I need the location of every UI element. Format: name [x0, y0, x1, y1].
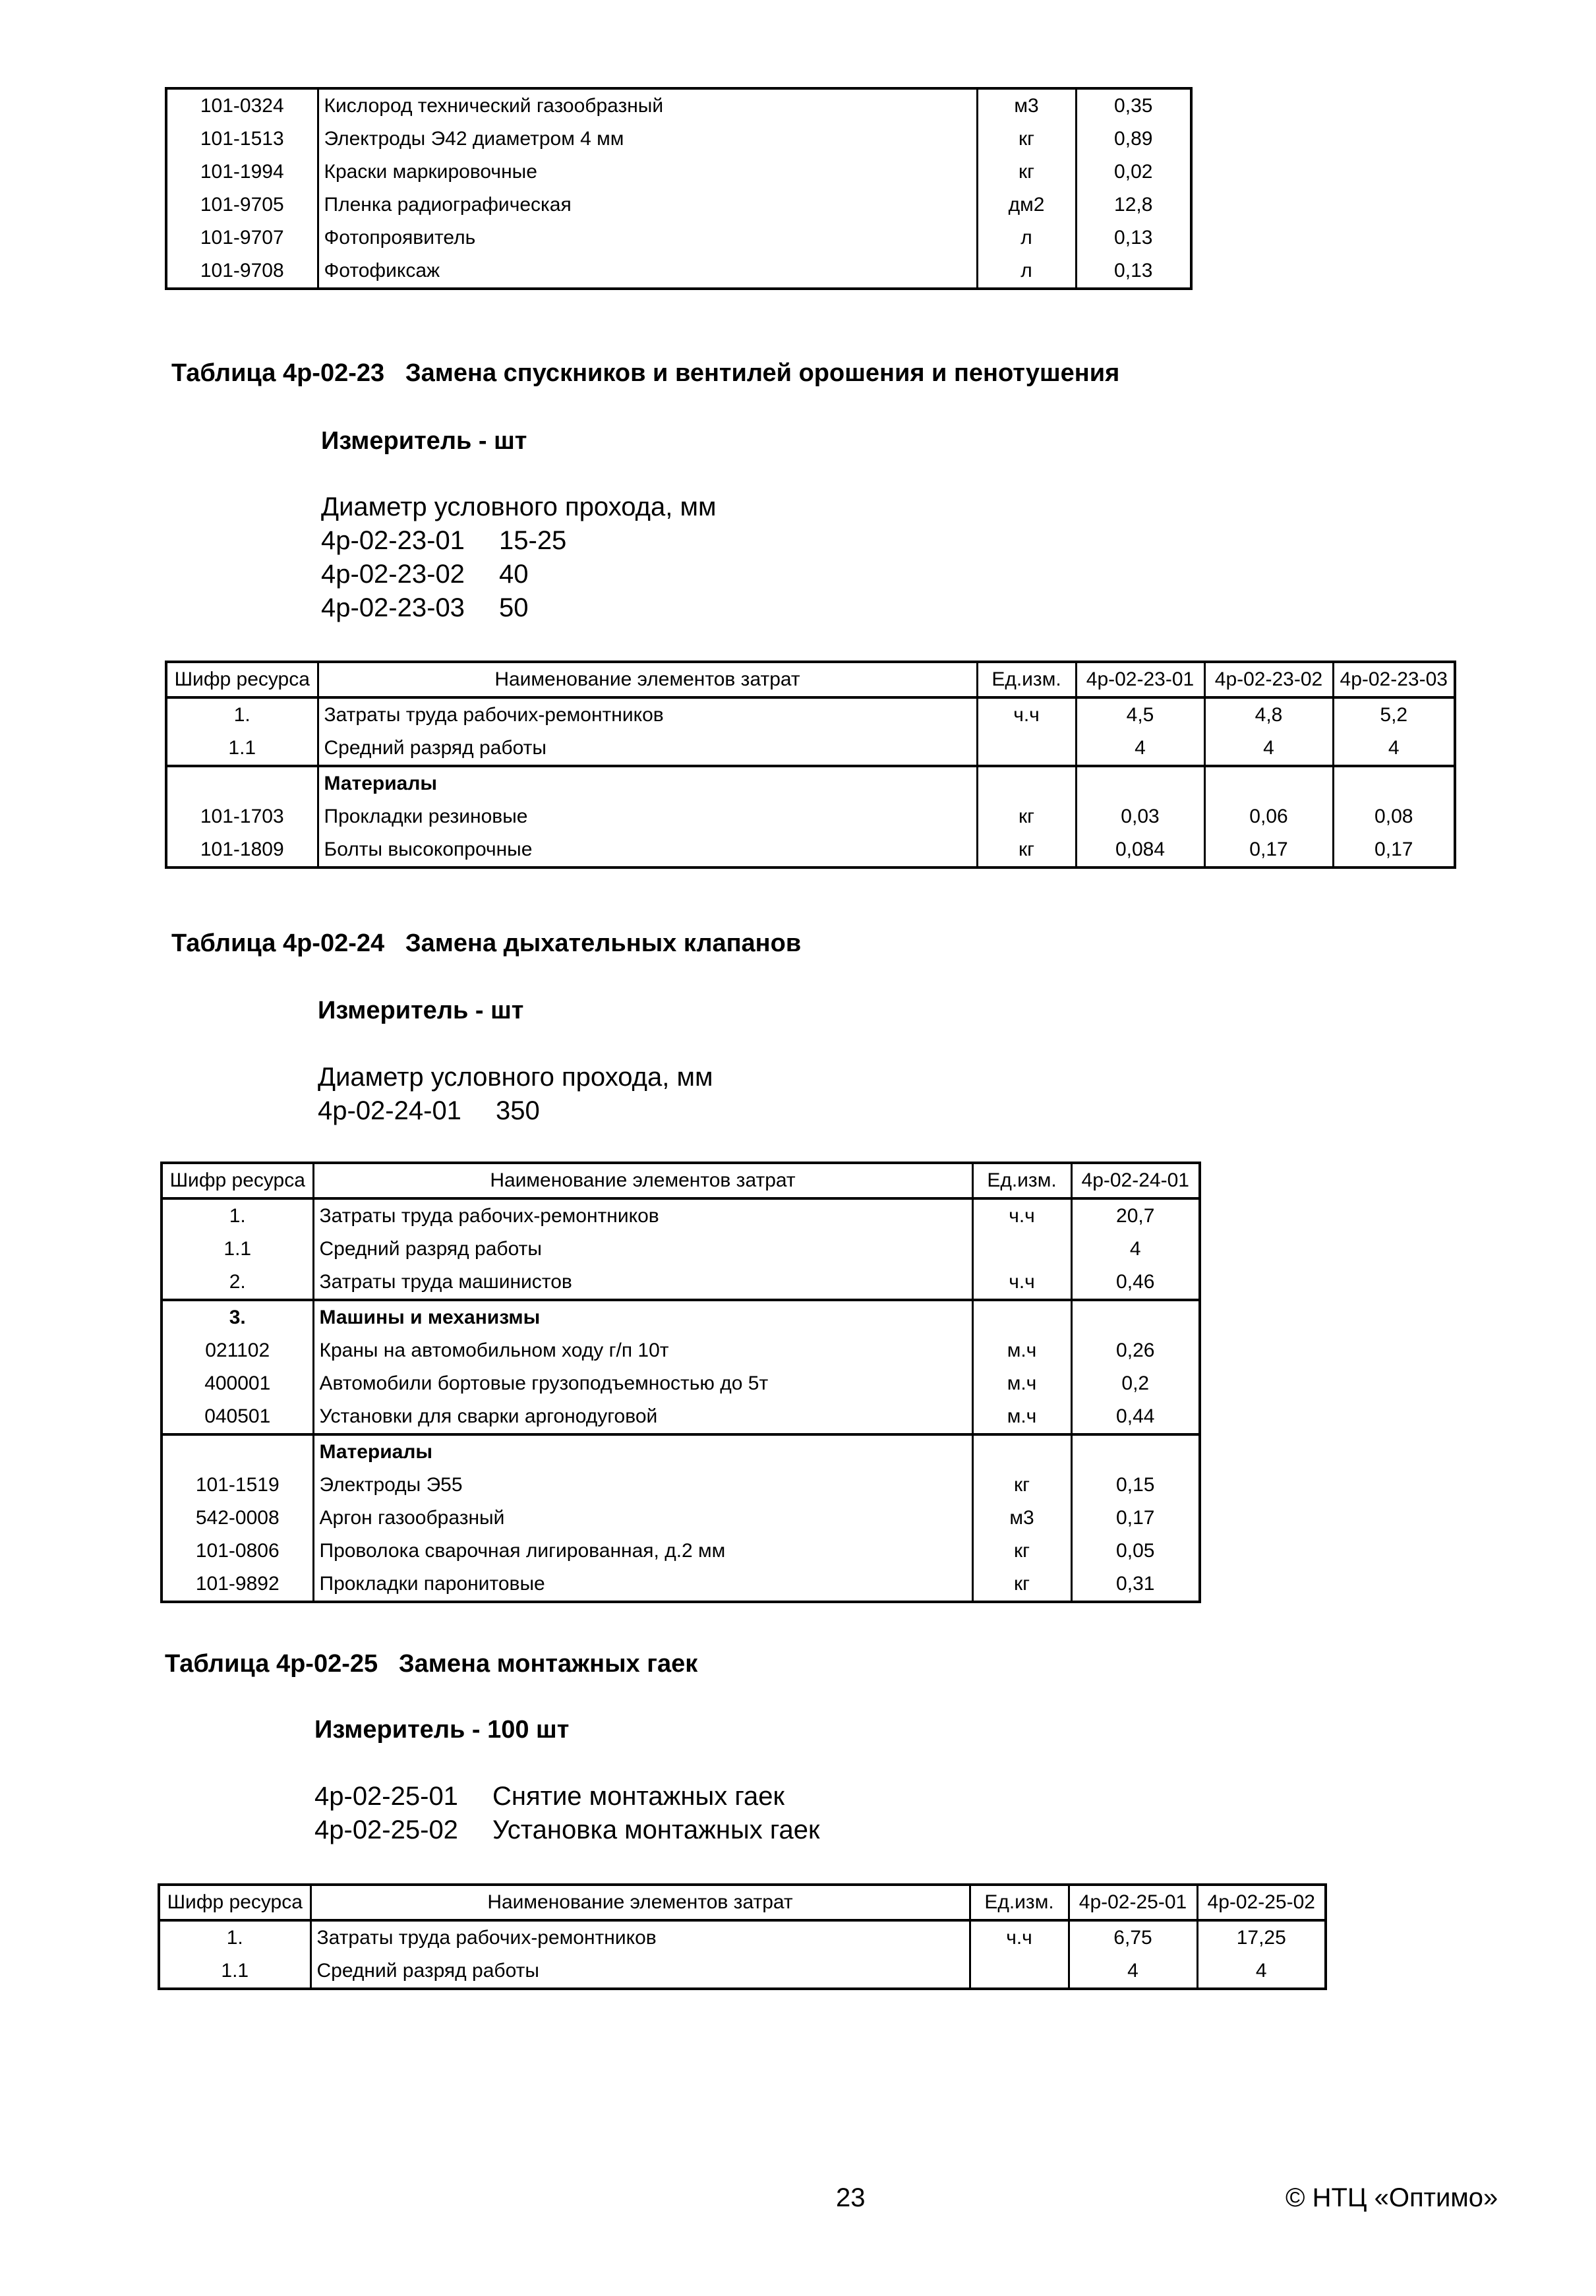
cell-unit: м3 [977, 88, 1076, 123]
cell-unit: кг [977, 800, 1076, 833]
table-24 [160, 1162, 1201, 1603]
table-header-row [162, 1163, 1200, 1198]
cell-name: Краски маркировочные [318, 156, 977, 189]
variant-value: 40 [499, 560, 529, 589]
table-row [162, 1400, 1200, 1434]
cell-name: Фотофиксаж [318, 254, 977, 289]
cell-name: Затраты труда рабочих-ремонтников [310, 1920, 970, 1955]
cell-name: Затраты труда машинистов [313, 1266, 972, 1300]
cell-value: 4 [1197, 1955, 1326, 1989]
cell-unit: ч.ч [977, 697, 1076, 732]
variant-code: 4р-02-25-02 [314, 1815, 458, 1844]
cell-unit: м.ч [972, 1400, 1071, 1434]
cell-value [1076, 766, 1204, 800]
variant-code: 4р-02-24-01 [318, 1096, 461, 1125]
cell-code: 1. [159, 1920, 310, 1955]
section-label: Машины и механизмы [313, 1300, 972, 1334]
table-row [162, 1233, 1200, 1266]
cell-value: 4 [1071, 1233, 1200, 1266]
table-24-number: Таблица 4р-02-24 [171, 929, 385, 957]
cell-value: 0,03 [1076, 800, 1204, 833]
cell-value: 0,35 [1076, 88, 1191, 123]
variant-value: 15-25 [499, 526, 567, 555]
header-col: 4р-02-23-02 [1204, 662, 1333, 697]
table-25-heading: Замена монтажных гаек [398, 1650, 698, 1678]
table-row [162, 1300, 1200, 1334]
cell-code [166, 766, 318, 800]
table-row [159, 1920, 1326, 1955]
cell-value: 4 [1069, 1955, 1197, 1989]
cell-name: Средний разряд работы [318, 732, 977, 766]
table-row [162, 1266, 1200, 1300]
variant-value: 350 [496, 1096, 540, 1125]
table-row [166, 766, 1455, 800]
table-row [166, 156, 1191, 189]
cell-code: 040501 [162, 1400, 313, 1434]
cell-name: Аргон газообразный [313, 1502, 972, 1535]
cell-value: 12,8 [1076, 189, 1191, 221]
variant-code: 4р-02-23-03 [321, 593, 465, 622]
cell-unit: кг [977, 123, 1076, 156]
cell-unit [972, 1300, 1071, 1334]
table-header-row [159, 1885, 1326, 1920]
table-23-number: Таблица 4р-02-23 [171, 359, 385, 387]
table-25-variant [314, 1815, 820, 1845]
cell-value: 0,46 [1071, 1266, 1200, 1300]
cell-value: 0,06 [1204, 800, 1333, 833]
table-23-param: Диаметр условного прохода, мм [321, 492, 717, 521]
cell-code: 3. [162, 1300, 313, 1334]
cell-value: 0,31 [1071, 1568, 1200, 1602]
cell-unit [972, 1434, 1071, 1469]
section-label: Материалы [318, 766, 977, 800]
header-code: Шифр ресурса [166, 662, 318, 697]
table-23-variant [321, 526, 566, 556]
cell-value: 0,89 [1076, 123, 1191, 156]
cell-code: 021102 [162, 1334, 313, 1367]
table-row [166, 800, 1455, 833]
cell-value: 0,08 [1333, 800, 1455, 833]
section-label: Материалы [313, 1434, 972, 1469]
cell-unit: ч.ч [970, 1920, 1069, 1955]
cell-name: Кислород технический газообразный [318, 88, 977, 123]
cell-code: 101-9707 [166, 221, 318, 254]
cell-name: Затраты труда рабочих-ремонтников [318, 697, 977, 732]
page-number: 23 [836, 2183, 866, 2212]
header-unit: Ед.изм. [970, 1885, 1069, 1920]
cell-code: 1. [162, 1198, 313, 1233]
copyright: © НТЦ «Оптимо» [1286, 2183, 1498, 2212]
cell-value: 0,13 [1076, 254, 1191, 289]
cell-value: 4 [1076, 732, 1204, 766]
table-23-heading: Замена спускников и вентилей орошения и пенотушения [405, 359, 1120, 387]
cell-code: 101-9705 [166, 189, 318, 221]
cell-unit: кг [972, 1469, 1071, 1502]
variant-code: 4р-02-25-01 [314, 1782, 458, 1811]
cell-value: 0,084 [1076, 833, 1204, 868]
table-row [166, 697, 1455, 732]
cell-code: 1. [166, 697, 318, 732]
cell-value: 0,26 [1071, 1334, 1200, 1367]
cell-name: Болты высокопрочные [318, 833, 977, 868]
cell-name: Электроды Э42 диаметром 4 мм [318, 123, 977, 156]
header-col: 4р-02-25-01 [1069, 1885, 1197, 1920]
cell-value: 5,2 [1333, 697, 1455, 732]
cell-value: 0,13 [1076, 221, 1191, 254]
cell-unit: дм2 [977, 189, 1076, 221]
table-23-meter: Измеритель - шт [321, 427, 527, 455]
cell-code: 1.1 [159, 1955, 310, 1989]
table-22-tail [165, 87, 1193, 290]
variant-value: Установка монтажных гаек [492, 1815, 820, 1844]
cell-unit: м3 [972, 1502, 1071, 1535]
cell-value: 0,02 [1076, 156, 1191, 189]
cell-value: 6,75 [1069, 1920, 1197, 1955]
cell-name: Средний разряд работы [313, 1233, 972, 1266]
cell-code: 101-1809 [166, 833, 318, 868]
cell-code: 542-0008 [162, 1502, 313, 1535]
header-col: 4р-02-24-01 [1071, 1163, 1200, 1198]
cell-value: 0,17 [1204, 833, 1333, 868]
header-name: Наименование элементов затрат [318, 662, 977, 697]
table-24-variant [318, 1096, 540, 1126]
cell-code: 1.1 [162, 1233, 313, 1266]
table-row [162, 1198, 1200, 1233]
table-row [159, 1955, 1326, 1989]
cell-name: Краны на автомобильном ходу г/п 10т [313, 1334, 972, 1367]
cell-unit: кг [977, 156, 1076, 189]
table-24-meter: Измеритель - шт [318, 997, 524, 1024]
table-header-row [166, 662, 1455, 697]
cell-unit: ч.ч [972, 1198, 1071, 1233]
table-24-heading: Замена дыхательных клапанов [405, 929, 802, 957]
header-code: Шифр ресурса [159, 1885, 310, 1920]
table-row [166, 254, 1191, 289]
cell-name: Затраты труда рабочих-ремонтников [313, 1198, 972, 1233]
table-row [162, 1469, 1200, 1502]
cell-name: Прокладки паронитовые [313, 1568, 972, 1602]
cell-unit: кг [972, 1568, 1071, 1602]
cell-name: Фотопроявитель [318, 221, 977, 254]
header-unit: Ед.изм. [977, 662, 1076, 697]
cell-code: 400001 [162, 1367, 313, 1400]
cell-name: Прокладки резиновые [318, 800, 977, 833]
table-row [162, 1568, 1200, 1602]
cell-code: 101-0806 [162, 1535, 313, 1568]
cell-unit: л [977, 254, 1076, 289]
cell-code: 101-1994 [166, 156, 318, 189]
header-name: Наименование элементов затрат [310, 1885, 970, 1920]
table-row [166, 88, 1191, 123]
header-col: 4р-02-23-03 [1333, 662, 1455, 697]
table-row [166, 189, 1191, 221]
variant-code: 4р-02-23-01 [321, 526, 465, 555]
cell-value: 0,17 [1333, 833, 1455, 868]
cell-unit: кг [972, 1535, 1071, 1568]
table-23-variant [321, 593, 529, 623]
cell-name: Автомобили бортовые грузоподъемностью до 5т [313, 1367, 972, 1400]
header-name: Наименование элементов затрат [313, 1163, 972, 1198]
cell-name: Пленка радиографическая [318, 189, 977, 221]
cell-name: Проволока сварочная лигированная, д.2 мм [313, 1535, 972, 1568]
cell-unit: м.ч [972, 1334, 1071, 1367]
cell-value: 0,17 [1071, 1502, 1200, 1535]
table-25-number: Таблица 4р-02-25 [165, 1650, 378, 1678]
cell-code: 101-1703 [166, 800, 318, 833]
cell-value: 4,5 [1076, 697, 1204, 732]
table-row [162, 1434, 1200, 1469]
cell-value [1071, 1434, 1200, 1469]
cell-value [1333, 766, 1455, 800]
cell-unit: л [977, 221, 1076, 254]
table-23-title [171, 359, 1119, 388]
cell-unit: м.ч [972, 1367, 1071, 1400]
cell-unit [972, 1233, 1071, 1266]
table-row [166, 221, 1191, 254]
cell-value: 0,44 [1071, 1400, 1200, 1434]
table-23-variant [321, 560, 529, 589]
cell-code: 101-1513 [166, 123, 318, 156]
header-col: 4р-02-23-01 [1076, 662, 1204, 697]
table-row [162, 1334, 1200, 1367]
variant-code: 4р-02-23-02 [321, 560, 465, 589]
cell-code [162, 1434, 313, 1469]
cell-unit [970, 1955, 1069, 1989]
table-23 [165, 661, 1456, 869]
table-row [162, 1502, 1200, 1535]
table-25-meter: Измеритель - 100 шт [314, 1716, 570, 1744]
cell-unit: ч.ч [972, 1266, 1071, 1300]
cell-code: 101-0324 [166, 88, 318, 123]
cell-name: Установки для сварки аргонодуговой [313, 1400, 972, 1434]
cell-code: 101-1519 [162, 1469, 313, 1502]
cell-value: 0,05 [1071, 1535, 1200, 1568]
table-row [166, 833, 1455, 868]
cell-code: 1.1 [166, 732, 318, 766]
table-25-variant [314, 1782, 784, 1811]
cell-code: 2. [162, 1266, 313, 1300]
cell-value: 4 [1333, 732, 1455, 766]
cell-name: Средний разряд работы [310, 1955, 970, 1989]
cell-unit: кг [977, 833, 1076, 868]
header-code: Шифр ресурса [162, 1163, 313, 1198]
table-row [166, 123, 1191, 156]
cell-value [1071, 1300, 1200, 1334]
variant-value: 50 [499, 593, 529, 622]
table-row [162, 1367, 1200, 1400]
cell-value: 4,8 [1204, 697, 1333, 732]
header-col: 4р-02-25-02 [1197, 1885, 1326, 1920]
cell-value: 20,7 [1071, 1198, 1200, 1233]
cell-value: 0,2 [1071, 1367, 1200, 1400]
cell-value: 17,25 [1197, 1920, 1326, 1955]
table-25-title [165, 1650, 697, 1678]
cell-code: 101-9892 [162, 1568, 313, 1602]
table-24-title [171, 929, 801, 958]
cell-unit [977, 766, 1076, 800]
cell-unit [977, 732, 1076, 766]
header-unit: Ед.изм. [972, 1163, 1071, 1198]
cell-name: Электроды Э55 [313, 1469, 972, 1502]
cell-value: 0,15 [1071, 1469, 1200, 1502]
cell-value: 4 [1204, 732, 1333, 766]
table-25 [158, 1883, 1327, 1990]
table-24-param: Диаметр условного прохода, мм [318, 1063, 713, 1092]
cell-code: 101-9708 [166, 254, 318, 289]
table-row [166, 732, 1455, 766]
variant-value: Снятие монтажных гаек [492, 1782, 785, 1811]
cell-value [1204, 766, 1333, 800]
table-row [162, 1535, 1200, 1568]
